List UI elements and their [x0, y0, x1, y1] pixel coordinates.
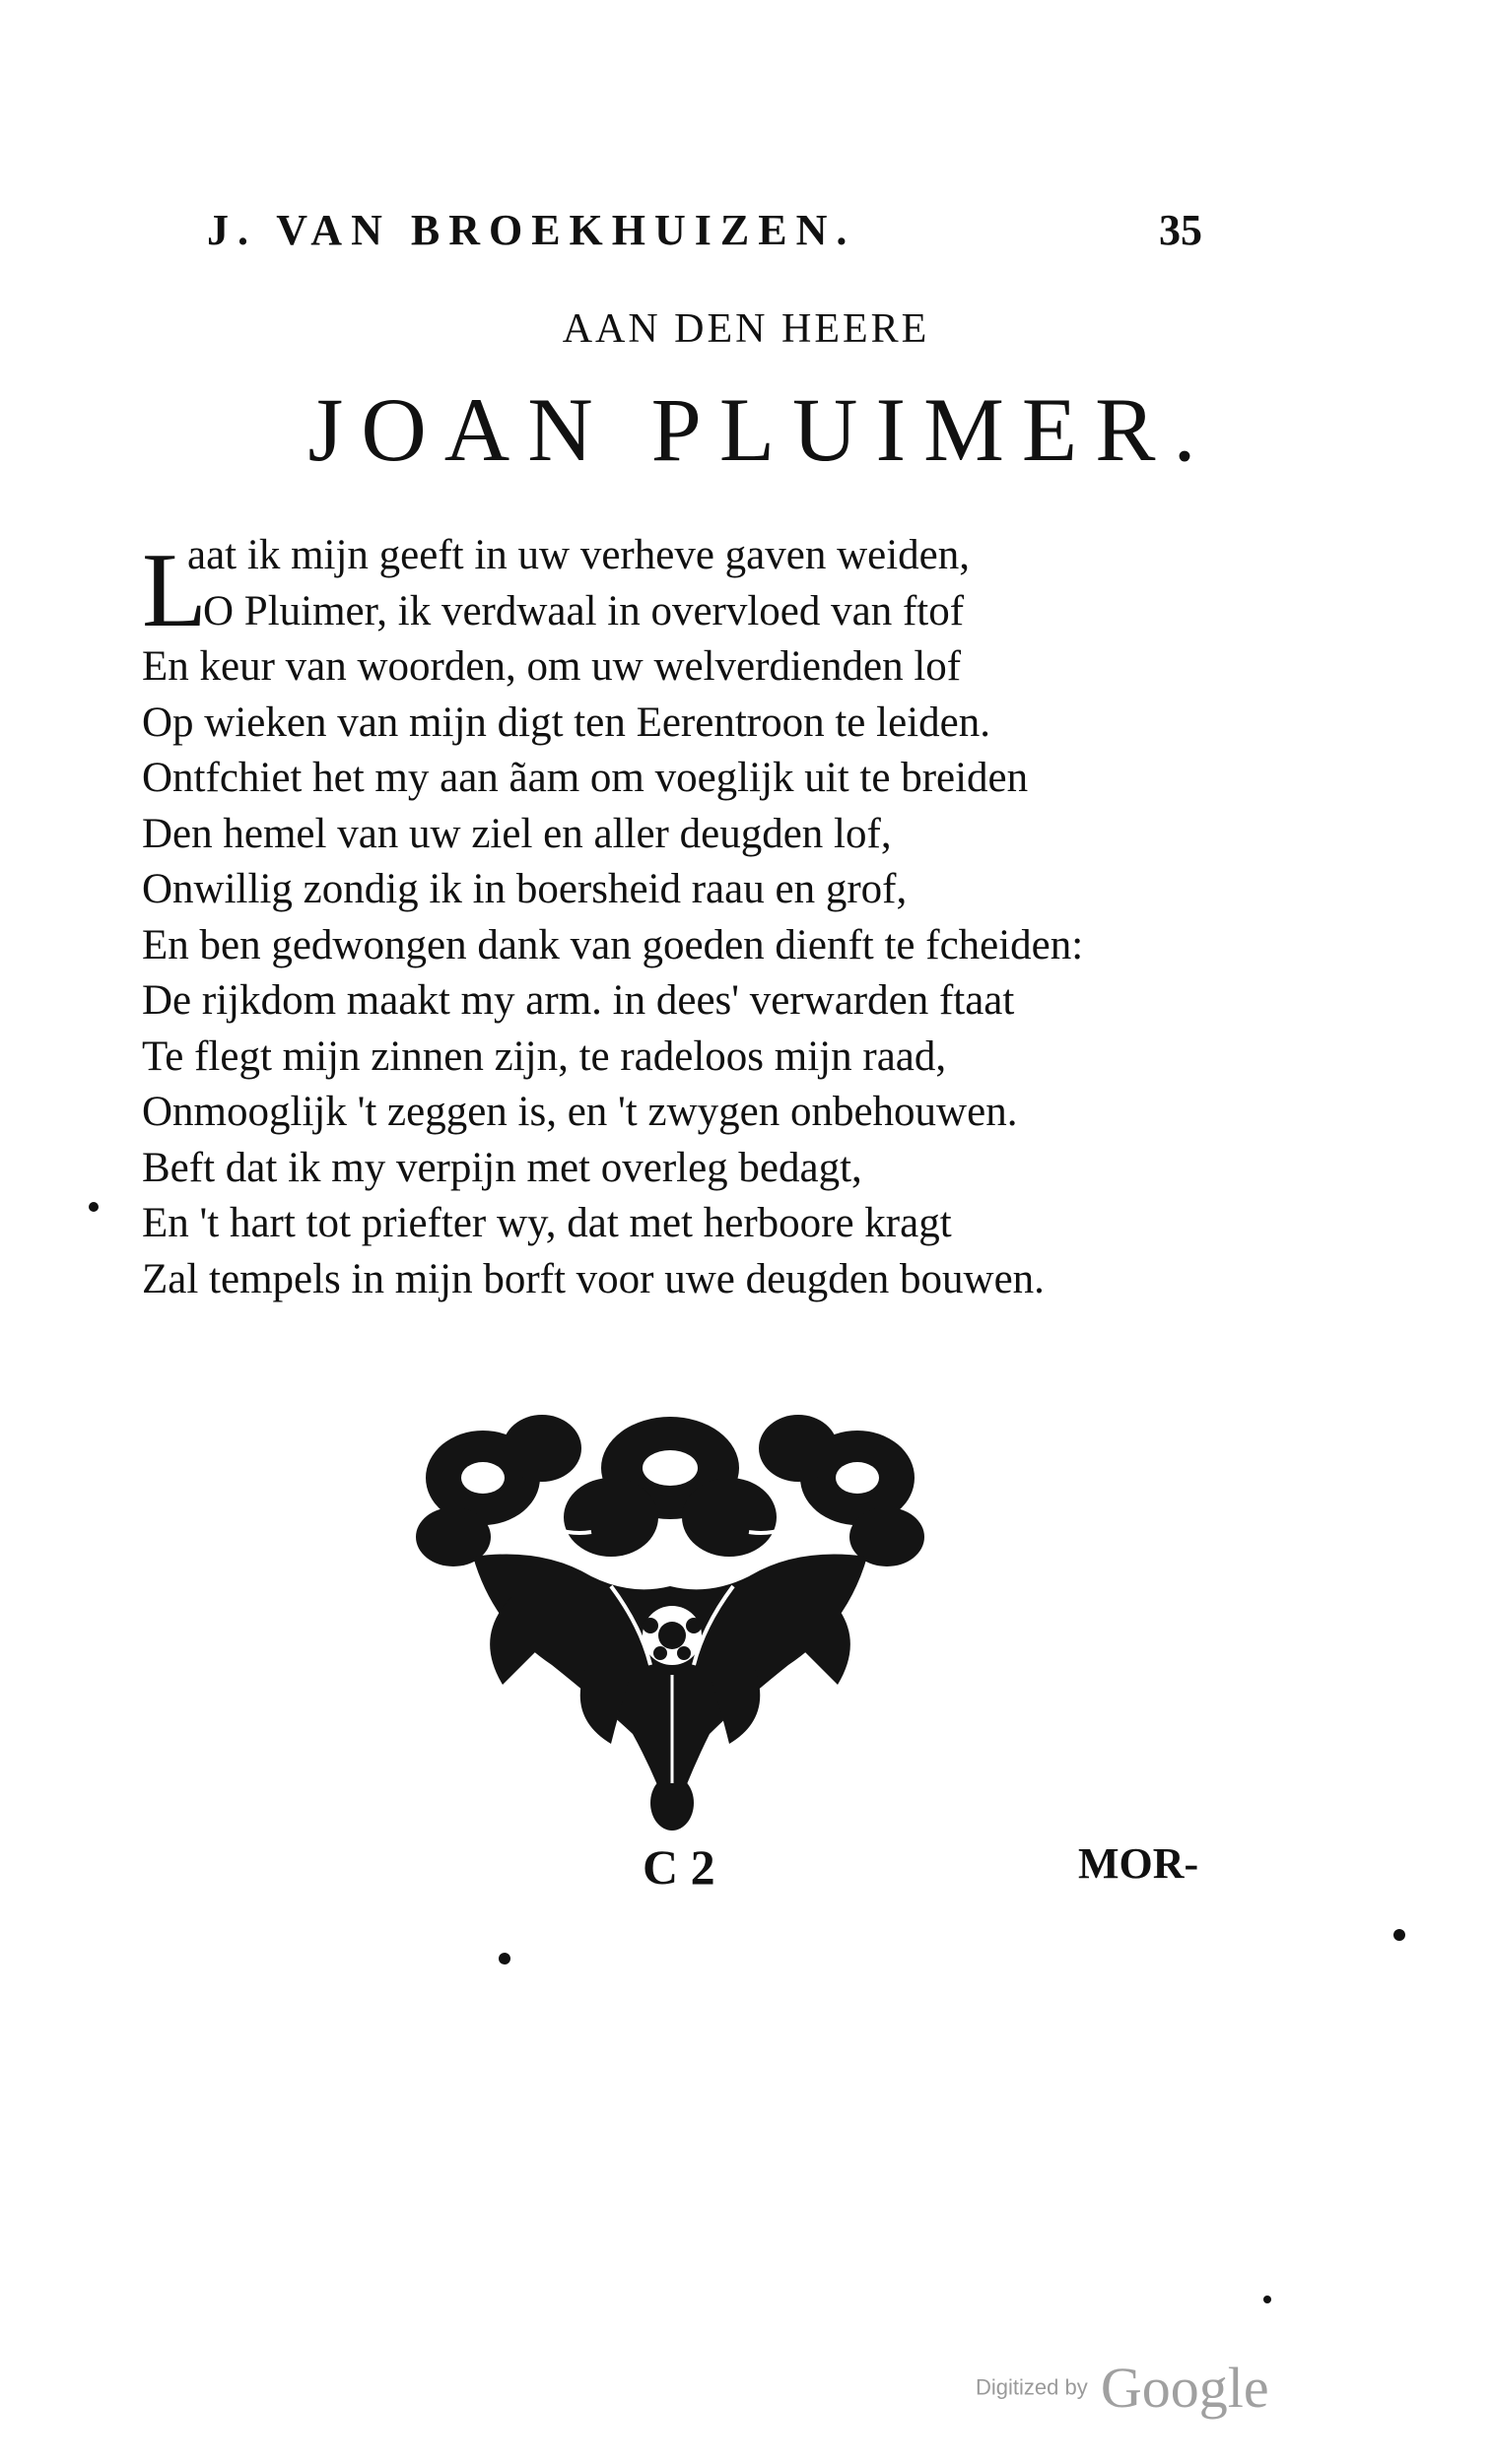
- poem-line: De rijkdom maakt my arm. in dees' verwarden ftaat: [142, 977, 1015, 1024]
- ink-speck: [1393, 1929, 1405, 1941]
- poem-line: Ontfchiet het my aan ãam om voeglijk uit te breiden: [142, 755, 1029, 801]
- running-head-title: J. VAN BROEKHUIZEN.: [207, 206, 856, 254]
- ink-speck: [89, 1202, 99, 1212]
- poem-line: Te flegt mijn zinnen zijn, te radeloos mijn raad,: [142, 1032, 947, 1080]
- poem-line: Onwillig zondig ik in boersheid raau en grof,: [142, 866, 908, 912]
- poem-line: O Pluimer, ik verdwaal in overvloed van ftof: [203, 587, 965, 634]
- poem-line: Zal tempels in mijn borft voor uwe deugden bouwen.: [142, 1255, 1045, 1302]
- google-logo: Google: [1100, 2356, 1269, 2420]
- poem-line: Beft dat ik my verpijn met overleg bedagt,: [142, 1144, 862, 1191]
- page-number: 35: [1159, 206, 1202, 254]
- poem-line: Onmooglijk 't zeggen is, en 't zwygen onbehouwen.: [142, 1089, 1018, 1135]
- ink-speck: [499, 1953, 510, 1965]
- poem-line: Op wieken van mijn digt ten Eerentroon te leiden.: [142, 699, 990, 746]
- poem-line: aat ik mijn geeft in uw verheve gaven weiden,: [187, 532, 971, 578]
- ink-speck: [1263, 2296, 1271, 2303]
- catchword: MOR-: [1078, 1839, 1199, 1888]
- drop-cap: L: [142, 532, 207, 649]
- poem-dedication-subtitle: AAN DEN HEERE: [562, 306, 930, 352]
- poem-line: En ben gedwongen dank van goeden dienft te fcheiden:: [142, 921, 1084, 968]
- poem-line: Den hemel van uw ziel en aller deugden lof,: [142, 810, 892, 857]
- running-head: [207, 205, 1202, 264]
- watermark-prefix: Digitized by: [976, 2374, 1088, 2400]
- poem-line: En keur van woorden, om uw welverdienden lof: [142, 643, 962, 690]
- signature-mark: C 2: [643, 1839, 715, 1895]
- poem-title: JOAN PLUIMER.: [307, 379, 1214, 480]
- floral-tailpiece-icon: [414, 1409, 926, 1842]
- digitization-watermark: [976, 2355, 1269, 2421]
- poem-line: En 't hart tot priefter wy, dat met herboore kragt: [142, 1200, 952, 1246]
- poem-body: [142, 528, 1246, 1307]
